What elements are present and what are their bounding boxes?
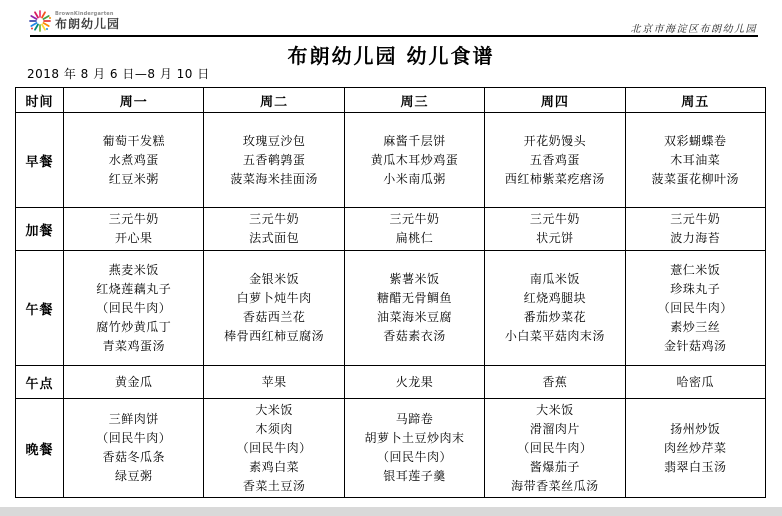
logo-name-cn: 布朗幼儿园 (55, 17, 121, 31)
menu-item: 木耳油菜 (670, 152, 721, 167)
day-column-header: 周一 (64, 88, 204, 113)
menu-cell (485, 399, 625, 498)
menu-item: 麻酱千层饼 (383, 133, 446, 148)
menu-row (16, 113, 766, 208)
menu-item: 波力海苔 (670, 231, 721, 245)
menu-item: 肉丝炒芹菜 (664, 440, 727, 455)
menu-item: （回民牛肉） (96, 431, 172, 445)
menu-item: 青菜鸡蛋汤 (102, 338, 165, 353)
menu-item: 海带香菜丝瓜汤 (511, 478, 599, 493)
date-range: 2018 年 8 月 6 日—8 月 10 日 (27, 67, 210, 81)
header-divider (30, 35, 758, 37)
menu-item: 五香鸡蛋 (529, 152, 580, 167)
menu-item: （回民牛肉） (517, 440, 593, 455)
menu-item: 燕麦米饭 (108, 262, 159, 277)
menu-item: 酱爆茄子 (529, 459, 580, 474)
menu-cell (344, 113, 484, 208)
menu-item: 小白菜平菇肉末汤 (504, 329, 605, 343)
menu-item: 双彩蝴蝶卷 (664, 133, 727, 148)
menu-table-body (16, 88, 766, 498)
menu-cell (344, 399, 484, 498)
menu-cell (625, 366, 765, 399)
menu-item: 三鲜肉饼 (108, 412, 159, 426)
menu-row (16, 208, 766, 251)
menu-item: 苹果 (261, 374, 287, 389)
menu-cell (204, 366, 344, 399)
menu-item: 油菜海米豆腐 (376, 310, 452, 324)
menu-item: 开心果 (114, 231, 153, 245)
meal-row-label: 晚餐 (16, 399, 64, 498)
menu-item: 状元饼 (536, 231, 574, 245)
menu-item: 番茄炒菜花 (523, 310, 587, 324)
menu-item: 南瓜米饭 (529, 272, 580, 286)
menu-item: 滑溜肉片 (529, 421, 580, 436)
menu-item: 香菇冬瓜条 (102, 450, 165, 464)
menu-cell (204, 251, 344, 366)
menu-item: 翡翠白玉汤 (664, 459, 727, 474)
menu-cell (344, 208, 484, 251)
page-title: 布朗幼儿园 幼儿食谱 (287, 44, 495, 68)
menu-item: 法式面包 (249, 231, 300, 245)
menu-item: 三元牛奶 (670, 212, 721, 226)
menu-cell (625, 251, 765, 366)
menu-item: 银耳莲子羹 (383, 469, 446, 483)
meal-row-label: 午餐 (16, 251, 64, 366)
menu-item: 火龙果 (395, 374, 434, 389)
kindergarten-logo (28, 9, 120, 33)
day-column-header: 周五 (625, 88, 765, 113)
menu-cell (485, 366, 625, 399)
menu-item: 玫瑰豆沙包 (242, 133, 306, 148)
menu-cell (64, 399, 204, 498)
menu-row (16, 399, 766, 498)
menu-item: 小米南瓜粥 (383, 171, 446, 186)
menu-item: 素鸡白菜 (249, 459, 300, 474)
menu-item: 香蕉 (542, 374, 568, 389)
menu-item: 香菇素衣汤 (383, 329, 446, 343)
menu-cell (204, 208, 344, 251)
menu-item: 扁桃仁 (395, 231, 434, 245)
menu-cell (344, 251, 484, 366)
menu-cell (625, 208, 765, 251)
day-column-header: 周二 (204, 88, 344, 113)
menu-item: 珍珠丸子 (670, 281, 721, 296)
menu-cell (485, 113, 625, 208)
menu-cell (64, 113, 204, 208)
menu-cell (485, 208, 625, 251)
menu-item: （回民牛肉） (236, 440, 312, 455)
menu-item: 黄金瓜 (114, 374, 153, 389)
menu-item: 三元牛奶 (249, 212, 300, 226)
menu-item: 绿豆粥 (114, 469, 153, 483)
menu-cell (344, 366, 484, 399)
menu-cell (204, 113, 344, 208)
menu-item: 扬州炒饭 (670, 421, 721, 436)
page-bottom-edge (0, 507, 782, 516)
time-column-header: 时间 (16, 88, 64, 113)
menu-row (16, 366, 766, 399)
menu-item: 棒骨西红柿豆腐汤 (224, 329, 325, 343)
menu-table (15, 87, 766, 498)
menu-item: 黄瓜木耳炒鸡蛋 (370, 152, 459, 167)
menu-item: （回民牛肉） (96, 300, 172, 315)
day-column-header: 周四 (485, 88, 625, 113)
menu-cell (64, 366, 204, 399)
menu-item: 开花奶馒头 (523, 133, 587, 148)
day-column-header: 周三 (344, 88, 484, 113)
menu-item: 三元牛奶 (529, 212, 580, 226)
menu-item: 菠菜海米挂面汤 (230, 171, 318, 186)
menu-item: 素炒三丝 (670, 319, 721, 334)
meal-row-label: 早餐 (16, 113, 64, 208)
school-name-header: 北京市海淀区布朗幼儿园 (630, 24, 757, 35)
menu-item: 胡萝卜土豆炒肉末 (364, 431, 465, 445)
menu-item: 红烧莲藕丸子 (96, 281, 172, 296)
menu-item: 糖醋无骨鲷鱼 (376, 291, 452, 305)
menu-cell (625, 399, 765, 498)
menu-item: 腐竹炒黄瓜丁 (96, 319, 172, 334)
meal-row-label: 午点 (16, 366, 64, 399)
menu-item: 三元牛奶 (389, 212, 440, 226)
menu-item: 紫薯米饭 (389, 272, 440, 286)
starburst-icon (28, 9, 52, 33)
menu-item: 水煮鸡蛋 (108, 152, 159, 167)
menu-cell (64, 251, 204, 366)
menu-item: 马蹄卷 (395, 412, 434, 426)
menu-cell (204, 399, 344, 498)
menu-item: 五香鹌鹑蛋 (242, 152, 306, 167)
menu-item: 金针菇鸡汤 (664, 338, 727, 353)
menu-item: 金银米饭 (249, 272, 300, 286)
menu-item: 哈密瓜 (676, 374, 715, 389)
menu-item: 红烧鸡腿块 (523, 291, 587, 305)
menu-cell (625, 113, 765, 208)
menu-item: 菠菜蛋花柳叶汤 (651, 171, 740, 186)
menu-item: 香菜土豆汤 (242, 478, 306, 493)
menu-item: 香菇西兰花 (242, 310, 306, 324)
menu-item: 木须肉 (255, 421, 293, 436)
menu-item: （回民牛肉） (657, 300, 733, 315)
logo-text-block (55, 12, 120, 30)
menu-item: （回民牛肉） (376, 450, 452, 464)
menu-item: 红豆米粥 (108, 171, 159, 186)
menu-cell (485, 251, 625, 366)
menu-item: 白萝卜炖牛肉 (236, 291, 312, 305)
menu-item: 西红柿紫菜疙瘩汤 (504, 171, 605, 186)
header-row (16, 88, 766, 113)
menu-item: 大米饭 (536, 402, 574, 417)
menu-item: 薏仁米饭 (670, 262, 721, 277)
menu-item: 葡萄干发糕 (102, 133, 165, 148)
logo-name-en: BrownKindergarten (55, 11, 114, 17)
meal-row-label: 加餐 (16, 208, 64, 251)
menu-cell (64, 208, 204, 251)
menu-row (16, 251, 766, 366)
menu-item: 大米饭 (255, 402, 293, 417)
menu-item: 三元牛奶 (108, 212, 159, 226)
